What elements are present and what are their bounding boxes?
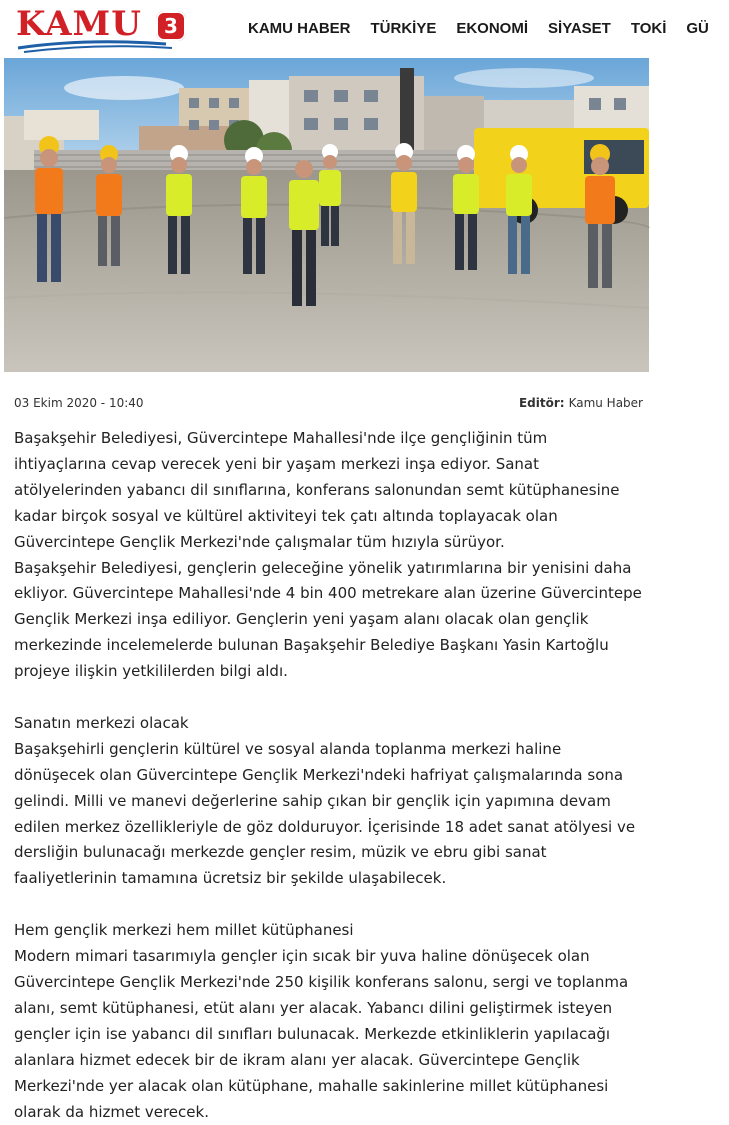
site-logo[interactable] [16, 4, 196, 54]
article-paragraph: Başakşehirli gençlerin kültürel ve sosyal alanda toplanma merkezi haline dönüşecek olan Güvercintepe Gençlik Merkezi'ndeki hafriyat çalışmalarında sona gelindi. Milli ve manevi değerlerine sahip çıkan bir gençlik için yapımına devam edilen merkez özellikleriyle de göz dolduruyor. İçerisinde 18 adet sanat atölyesi ve dersliğin bulunacağı merkezde gençler resim, müzik ve ebru gibi sanat faaliyetlerinin tamamına ücretsiz bir şekilde ulaşabilecek. [14, 739, 636, 888]
nav-siyaset[interactable]: SİYASET [548, 20, 611, 37]
article-paragraph: Modern mimari tasarımıyla gençler için sıcak bir yuva haline dönüşecek olan Güvercintepe Gençlik Merkezi'nde 250 kişilik konferans salonu, sergi ve toplanma alanı, semt kütüphanesi, etüt alanı yer alacak. Yabancı dilini geliştirmek isteyen gençler için ise yabancı dil sınıfları bulunacak. Merkezde etkinliklerin yapılacağı alanlara hizmet edecek bir de ikram alanı yer alacak. Güvercintepe Gençlik Merkezi'nde yer alacak olan kütüphane, mahalle sakinlerine millet kütüphanesi olarak da hizmet verecek. [14, 947, 629, 1121]
editor-label: Editör: [518, 396, 565, 410]
logo-badge: 3 [156, 11, 186, 41]
paragraph-spacer [14, 892, 644, 918]
hero-photo [4, 58, 649, 372]
article-paragraph: Başakşehir Belediyesi, gençlerin geleceğine yönelik yatırımlarına bir yenisini daha ekliyor. Güvercintepe Mahallesi'nde 4 bin 400 metrekare alan üzerine Güvercintepe Gençlik Merkezi inşa ediliyor. Gençlerin yeni yaşam alanı olacak olan gençlik merkezinde incelemelerde bulunan Başakşehir Belediye Başkanı Yasin Kartoğlu projeye ilişkin yetkililerden bilgi aldı. [14, 558, 642, 681]
editor-info [519, 396, 643, 410]
main-nav [248, 0, 729, 58]
nav-ekonomi[interactable]: EKONOMİ [456, 20, 529, 37]
paragraph-spacer [14, 685, 644, 711]
nav-kamu-haber[interactable]: KAMU HABER [248, 20, 351, 37]
publish-date: 03 Ekim 2020 - 10:40 [14, 396, 144, 410]
editor-name[interactable]: Kamu Haber [568, 396, 643, 410]
section-heading: Hem gençlik merkezi hem millet kütüphanesi [14, 921, 354, 940]
section-heading: Sanatın merkezi olacak [14, 713, 189, 732]
article-paragraph: Başakşehir Belediyesi, Güvercintepe Mahallesi'nde ilçe gençliğinin tüm ihtiyaçlarına cevap verecek yeni bir yaşam merkezi inşa ediyor. Sanat atölyelerinden yabancı dil sınıflarına, konferans salonundan semt kütüphanesine kadar birçok sosyal ve kültürel aktiviteyi tek çatı altında toplayacak olan Güvercintepe Gençlik Merkezi'nde çalışmalar tüm hızıyla sürüyor. [14, 429, 620, 551]
site-header [0, 0, 709, 58]
article-meta [14, 396, 643, 416]
logo-text: KAMU [16, 4, 142, 44]
nav-toki[interactable]: TOKİ [630, 20, 667, 37]
logo-swoosh-icon [16, 38, 176, 54]
nav-more[interactable]: GÜ [686, 20, 709, 37]
construction-site-photo [4, 58, 649, 372]
article-body [14, 426, 644, 1125]
nav-turkiye[interactable]: TÜRKİYE [370, 20, 437, 37]
